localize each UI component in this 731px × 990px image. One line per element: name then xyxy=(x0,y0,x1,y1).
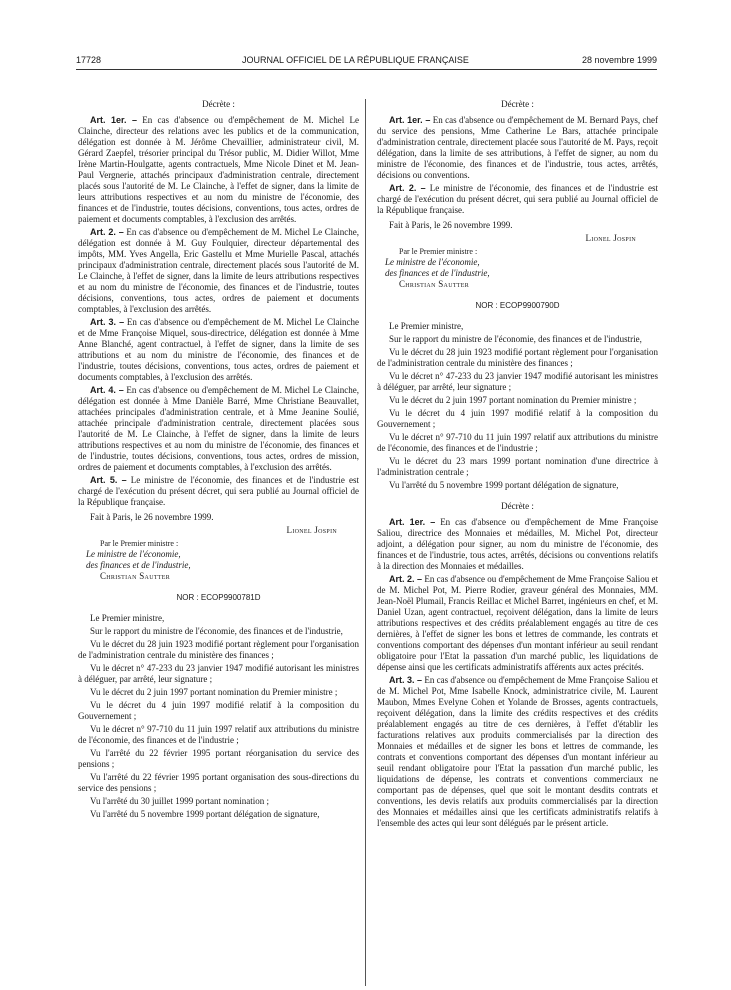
minister-name: Christian Sautter xyxy=(100,571,171,581)
article-label: Art. 3. – xyxy=(90,317,125,327)
minister-role: des finances et de l'industrie, xyxy=(86,560,191,570)
signatory: Lionel Jospin xyxy=(286,525,337,535)
visa: Vu le décret n° 97-710 du 11 juin 1997 relatif aux attributions du ministre de l'économie, des finances et de l'industrie ; xyxy=(78,724,359,745)
article-text: Le ministre de l'économie, des finances et de l'industrie est chargé de l'exécution du présent décret, qui sera publié au Journal officiel de la République française. xyxy=(377,183,658,215)
decrete-heading: Décrète : xyxy=(501,99,534,109)
left-column xyxy=(78,99,359,822)
visa: Vu l'arrêté du 30 juillet 1999 portant nomination ; xyxy=(90,796,270,806)
par-le-premier-ministre: Par le Premier ministre : xyxy=(399,247,478,256)
visa: Vu le décret n° 47-233 du 23 janvier 1947 modifié autorisant les ministres à déléguer, par arrêté, leur signature ; xyxy=(78,663,359,684)
visa: Vu le décret du 28 juin 1923 modifié portant règlement pour l'organisation de l'administration centrale du ministère des finances ; xyxy=(78,639,359,660)
article-label: Art. 1er. – xyxy=(90,115,137,125)
article-label: Art. 3. – xyxy=(389,675,423,685)
minister-role: Le ministre de l'économie, xyxy=(385,257,480,267)
visa: Vu le décret du 2 juin 1997 portant nomination du Premier ministre ; xyxy=(389,395,637,405)
countersignature xyxy=(78,538,359,582)
right-column xyxy=(377,99,658,831)
article-label: Art. 2. – xyxy=(389,574,423,584)
column-divider xyxy=(365,99,366,986)
header-rule xyxy=(76,69,657,70)
article-label: Art. 2. – xyxy=(389,183,426,193)
article xyxy=(377,115,658,181)
page-number: 17728 xyxy=(76,55,102,65)
fait-a-paris: Fait à Paris, le 26 novembre 1999. xyxy=(389,220,513,230)
article xyxy=(78,385,359,473)
signatory: Lionel Jospin xyxy=(585,233,636,243)
visa: Sur le rapport du ministre de l'économie, des finances et de l'industrie, xyxy=(90,626,343,636)
visa: Vu le décret du 28 juin 1923 modifié portant règlement pour l'organisation de l'administration centrale du ministère des finances ; xyxy=(377,347,658,368)
article xyxy=(377,517,658,572)
visa: Vu l'arrêté du 5 novembre 1999 portant délégation de signature, xyxy=(389,480,619,490)
visa: Vu l'arrêté du 5 novembre 1999 portant délégation de signature, xyxy=(90,809,320,819)
article xyxy=(78,115,359,225)
visa: Vu le décret n° 47-233 du 23 janvier 1947 modifié autorisant les ministres à déléguer, par arrêté, leur signature ; xyxy=(377,371,658,392)
article-label: Art. 5. – xyxy=(90,475,127,485)
article xyxy=(377,675,658,829)
visa: Vu le décret du 4 juin 1997 modifié relatif à la composition du Gouvernement ; xyxy=(377,408,658,429)
nor-reference: NOR : ECOP9900790D xyxy=(475,301,560,310)
minister-role: des finances et de l'industrie, xyxy=(385,268,490,278)
article-text: Le ministre de l'économie, des finances et de l'industrie est chargé de l'exécution du présent décret, qui sera publié au Journal officiel de la République française. xyxy=(78,475,359,507)
visa: Vu l'arrêté du 22 février 1995 portant réorganisation du service des pensions ; xyxy=(78,748,359,769)
premier-ministre: Le Premier ministre, xyxy=(90,613,165,623)
visa: Sur le rapport du ministre de l'économie, des finances et de l'industrie, xyxy=(389,334,642,344)
premier-ministre: Le Premier ministre, xyxy=(389,321,464,331)
article-label: Art. 1er. – xyxy=(389,115,431,125)
article xyxy=(78,475,359,508)
decrete-heading: Décrète : xyxy=(501,501,534,511)
visa: Vu le décret n° 97-710 du 11 juin 1997 relatif aux attributions du ministre de l'économie, des finances et de l'industrie ; xyxy=(377,432,658,453)
article-label: Art. 1er. – xyxy=(389,517,436,527)
article-text: En cas d'absence ou d'empêchement de M. Michel Le Clainche, directeur des relations avec les publics et de la communication, délégation est donnée à M. Jérôme Chevaillier, administrateur civil, M. Gérard Zaepfel, trésorier principal du Trésor public, M. Didier Willot, Mme Irène Martin-Houlgatte, agents contractuels, Mme Nicole Dinet et M. Jean-Paul Vergnerie, attachés principaux d'administration centrale, directement placés sous l'autorité de M. Le Clainche, à l'effet de signer, dans la limite de leurs attributions respectives et au nom du ministre de l'économie, des finances et de l'industrie, toutes décisions, conventions, tous actes, ordres de paiement et documents comptables, à l'exclusion des arrêtés. xyxy=(78,115,360,224)
nor-reference: NOR : ECOP9900781D xyxy=(176,593,261,602)
article-text: En cas d'absence ou d'empêchement de M. Michel Le Clainche, délégation est donnée à Mme Danièle Barré, Mme Christiane Beauvallet, attachées principales d'administration centrale, et à Mme Jeanine Soulié, attachée principale d'administration centrale, directement placées sous l'autorité de M. Le Clainche, à l'effet de signer, dans la limite de leurs attributions respectives et au nom du ministre de l'économie, des finances et de l'industrie, toutes décisions, conventions, tous actes, ordres de mission, ordres de paiement et documents comptables, à l'exclusion des arrêtés. xyxy=(78,385,359,472)
article-text: En cas d'absence ou d'empêchement de M. Michel Le Clainche et de Mme Françoise Miquel, sous-directrice, délégation est donnée à Mme Anne Blanché, agent contractuel, à l'effet de signer, dans la limite de ses attributions et au nom du ministre de l'économie, des finances et de l'industrie, toutes décisions, conventions, tous actes, ordres de paiement et documents comptables, à l'exclusion des arrêtés. xyxy=(78,317,359,382)
issue-date: 28 novembre 1999 xyxy=(581,55,657,65)
article-text: En cas d'absence ou d'empêchement de Mme Françoise Saliou et de M. Michel Pot, Mme Isabelle Knock, administratrice civile, M. Laurent Maubon, Mmes Evelyne Cohen et Yolande de Brosses, agents contractuels, reçoivent délégation, dans la limite des crédits respectives et des crédits préalablement engagés au titre de ces dernières, à l'effet d'établir les facturations relatives aux produits commercialisés par la direction des Monnaies et médailles et de signer les bons et lettres de commande, les contrats et conventions comportant des dépenses d'un montant inférieur au seuil rendant obligatoire pour l'Etat la passation d'un marché public, les liquidations de dépense, les contrats et conventions commerciaux ne comportant pas de dépenses, quel que soit le montant desdits contrats et conventions, les devis relatifs aux produits commercialisés par la direction des Monnaies et médailles ainsi que les certificats administratifs relatifs à l'ensemble des actes qui leur sont délégués par le présent article. xyxy=(377,675,659,828)
visa: Vu l'arrêté du 22 février 1995 portant organisation des sous-directions du service des pensions ; xyxy=(78,772,359,793)
article-text: En cas d'absence ou d'empêchement de Mme Françoise Saliou, directrice des Monnaies et médailles, M. Michel Pot, directeur adjoint, a délégation pour signer, au nom du ministre de l'économie, des finances et de l'industrie, tous actes, arrêtés, décisions ou conventions relatifs à la direction des Monnaies et médailles. xyxy=(377,517,659,571)
article xyxy=(377,574,658,673)
minister-name: Christian Sautter xyxy=(399,279,470,289)
article xyxy=(377,183,658,216)
minister-role: Le ministre de l'économie, xyxy=(86,549,181,559)
fait-a-paris: Fait à Paris, le 26 novembre 1999. xyxy=(90,512,214,522)
article xyxy=(78,317,359,383)
visa: Vu le décret du 2 juin 1997 portant nomination du Premier ministre ; xyxy=(90,687,338,697)
countersignature xyxy=(377,246,658,290)
page-header xyxy=(76,55,657,69)
article-text: En cas d'absence ou d'empêchement de M. Bernard Pays, chef du service des pensions, Mme Catherine Le Bars, attachée principale d'administration centrale, directement placée sous l'autorité de M. Pays, reçoit délégation, dans la limite de ses attributions, à l'effet de signer, au nom du ministre de l'économie, des finances et de l'industrie, tous actes, arrêtés, décisions ou conventions. xyxy=(377,115,658,180)
article-text: En cas d'absence ou d'empêchement de Mme Françoise Saliou et de M. Michel Pot, M. Pierre Rodier, graveur général des Monnaies, MM. Jean-Noël Plumail, Francis Reillac et Michel Barret, ingénieurs en chef, et M. Daniel Uzan, agent contractuel, reçoivent délégation, dans la limite de leurs attributions respectives et des crédits préalablement engagés au titre de ces dernières, à l'effet de signer les bons et lettres de commande, les contrats et conventions comportant des dépenses d'un montant inférieur au seuil rendant obligatoire pour l'Etat la passation d'un marché public, les liquidations de dépense ainsi que les certificats administratifs afférents aux actes précités. xyxy=(377,574,659,672)
article-text: En cas d'absence ou d'empêchement de M. Michel Le Clainche, délégation est donnée à M. Guy Foulquier, directeur départemental des impôts, MM. Yves Angella, Eric Gastellu et Mme Murielle Pascal, attachés principaux d'administration centrale, directement placés sous l'autorité de M. Le Clainche, à l'effet de signer, dans la limite de leurs attributions respectives et au nom du ministre de l'économie, des finances et de l'industrie, toutes décisions, conventions, tous actes, ordres de paiement et documents comptables, à l'exclusion des arrêtés. xyxy=(78,227,359,314)
visa: Vu le décret du 23 mars 1999 portant nomination d'une directrice à l'administration centrale ; xyxy=(377,456,658,477)
journal-title: JOURNAL OFFICIEL DE LA RÉPUBLIQUE FRANÇAISE xyxy=(242,55,469,65)
visa: Vu le décret du 4 juin 1997 modifié relatif à la composition du Gouvernement ; xyxy=(78,700,359,721)
article xyxy=(78,227,359,315)
article-label: Art. 4. – xyxy=(90,385,124,395)
article-label: Art. 2. – xyxy=(90,227,124,237)
decrete-heading: Décrète : xyxy=(202,99,235,109)
par-le-premier-ministre: Par le Premier ministre : xyxy=(100,539,179,548)
